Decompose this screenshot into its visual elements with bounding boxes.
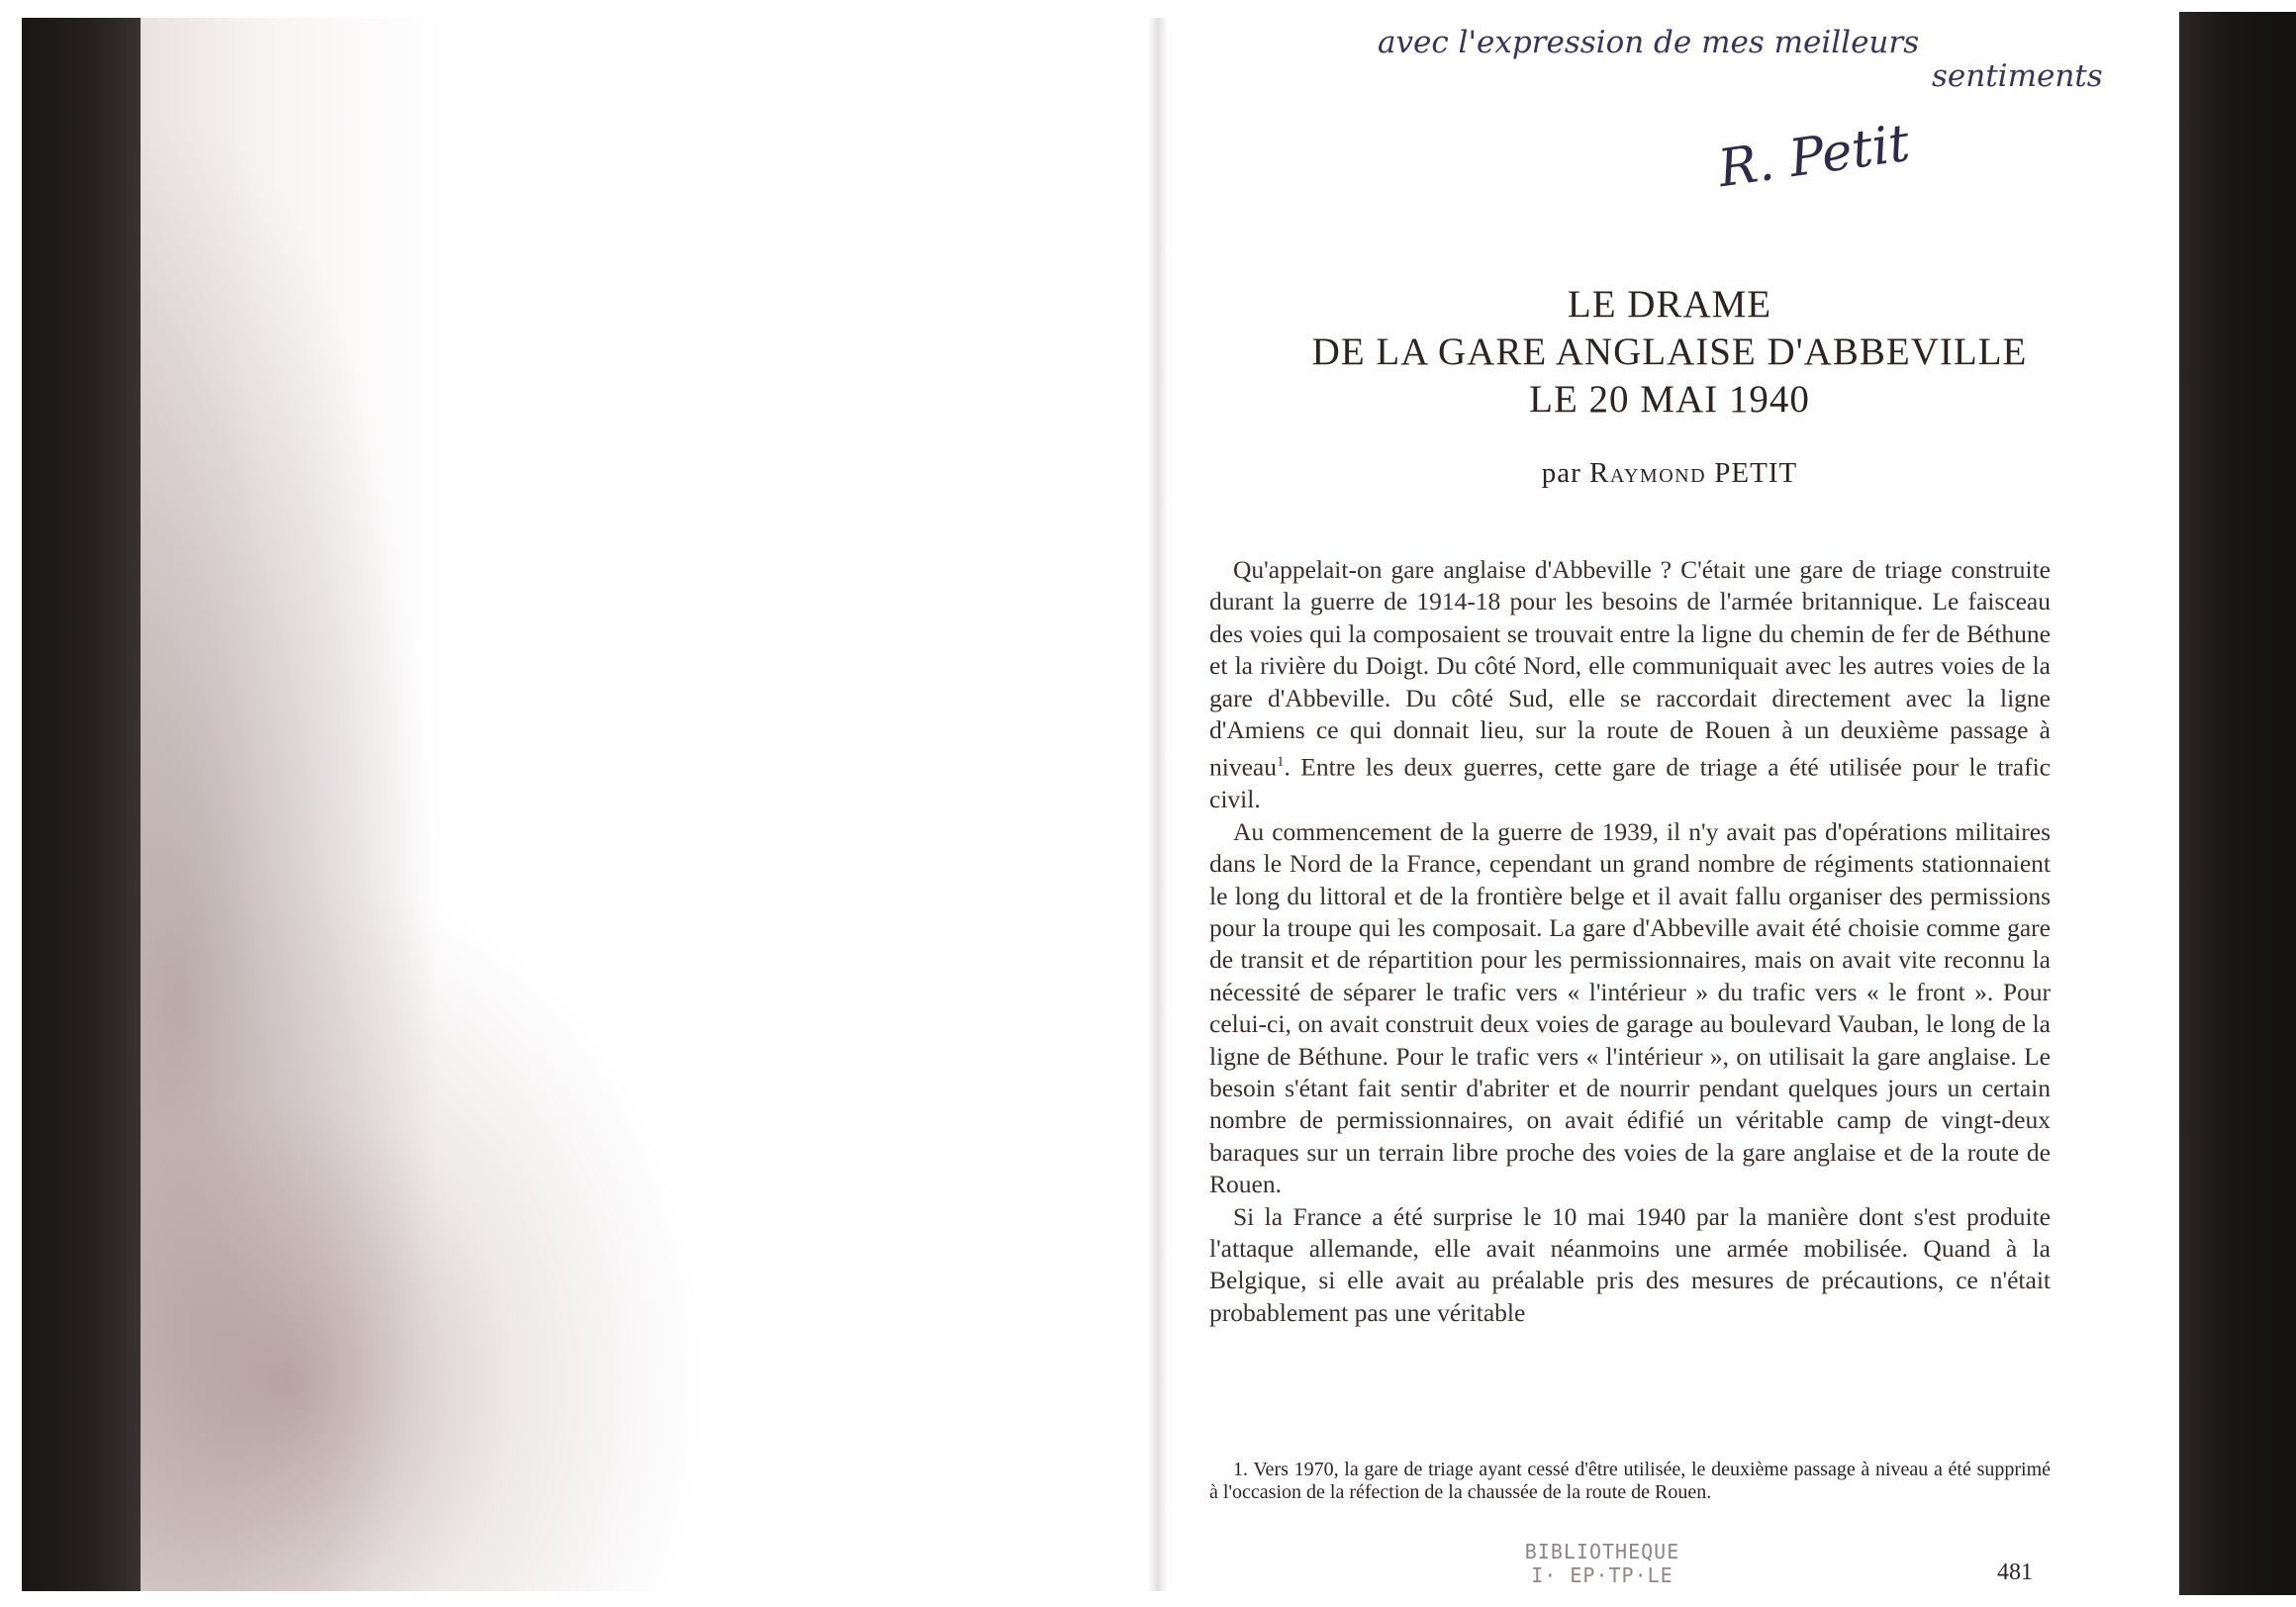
page-number: 481 xyxy=(1997,1560,2033,1585)
stamp-line-1: BIBLIOTHEQUE xyxy=(1524,1540,1680,1563)
page-gutter xyxy=(1148,18,1168,1591)
article-title xyxy=(1160,281,2179,424)
body-paragraph-1 xyxy=(1209,554,2051,816)
title-line-1: LE DRAME xyxy=(1567,283,1772,326)
byline xyxy=(1160,457,2179,490)
author-first-name: Raymond xyxy=(1589,457,1707,489)
footnote-text: 1. Vers 1970, la gare de triage ayant cessé d'être utilisée, le deuxième passage à niveau a été supprimé à l'occasion de la réfection de la chaussée de la route de Rouen. xyxy=(1209,1459,2051,1503)
footnote-marker: 1 xyxy=(1276,754,1285,771)
dedication-line-1: avec l'expression de mes meilleurs xyxy=(1378,25,1920,60)
handwritten-dedication xyxy=(1378,26,2110,93)
title-line-2: DE LA GARE ANGLAISE D'ABBEVILLE xyxy=(1311,331,2028,373)
body-paragraph-2: Au commencement de la guerre de 1939, il n'y avait pas d'opérations militaires dans le Nord de la France, cependant un grand nombre de régiments stationnaient le long du littoral et de la frontière belge et il avait fallu organiser des permissions pour la troupe qui les composait. La gare d'Abbeville avait été choisie comme gare de transit et de répartition pour les permissionnaires, mais on avait vite reconnu la nécessité de séparer le trafic vers « l'intérieur » du trafic vers « le front ». Pour celui-ci, on avait construit deux voies de garage au boulevard Vauban, le long de la ligne de Béthune. Pour le trafic vers « l'intérieur », on utilisait la gare anglaise. Le besoin s'étant fait sentir d'abriter et de nourrir pendant quelques jours un certain nombre de permissionnaires, on avait édifié un véritable camp de vingt-deux baraques sur un terrain libre proche des voies de la gare anglaise et de la route de Rouen. xyxy=(1209,816,2051,1199)
byline-prefix: par xyxy=(1541,457,1581,489)
left-page-blank xyxy=(141,18,1160,1591)
footnote xyxy=(1209,1459,2051,1504)
body-paragraph-3: Si la France a été surprise le 10 mai 1940 par la manière dont s'est produite l'attaque allemande, elle avait néanmoins une armée mobilisée. Quand à la Belgique, si elle avait au préalable pris des mesures de précautions, ce n'était probablement pas une véritable xyxy=(1209,1201,2051,1327)
dedication-line-2: sentiments xyxy=(1932,58,2103,94)
paragraph-1-text: Qu'appelait-on gare anglaise d'Abbeville ? C'était une gare de triage construite durant la guerre de 1914-18 pour les besoins de l'armée britannique. Le faisceau des voies qui la composaient se trouvait entre la ligne du chemin de fer de Béthune et la rivière du Doigt. Du côté Nord, elle communiquait avec les autres voies de la gare d'Abbeville. Du côté Sud, elle se raccordait directement avec la ligne d'Amiens ce qui donnait lieu, sur la route de Rouen à un deuxième passage à niveau xyxy=(1209,555,2051,782)
handwritten-signature: R. Petit xyxy=(1714,113,1914,200)
stamp-line-2: I· EP·TP·LE xyxy=(1531,1563,1674,1587)
paragraph-1-end: . Entre les deux guerres, cette gare de triage a été utilisée pour le trafic civil. xyxy=(1209,752,2051,814)
scanner-border-left xyxy=(22,18,141,1591)
article-body xyxy=(1209,554,2051,1329)
scanner-border-right xyxy=(2179,12,2296,1595)
title-line-3: LE 20 MAI 1940 xyxy=(1529,378,1810,421)
author-last-name: PETIT xyxy=(1714,457,1798,489)
library-stamp xyxy=(1498,1540,1706,1587)
